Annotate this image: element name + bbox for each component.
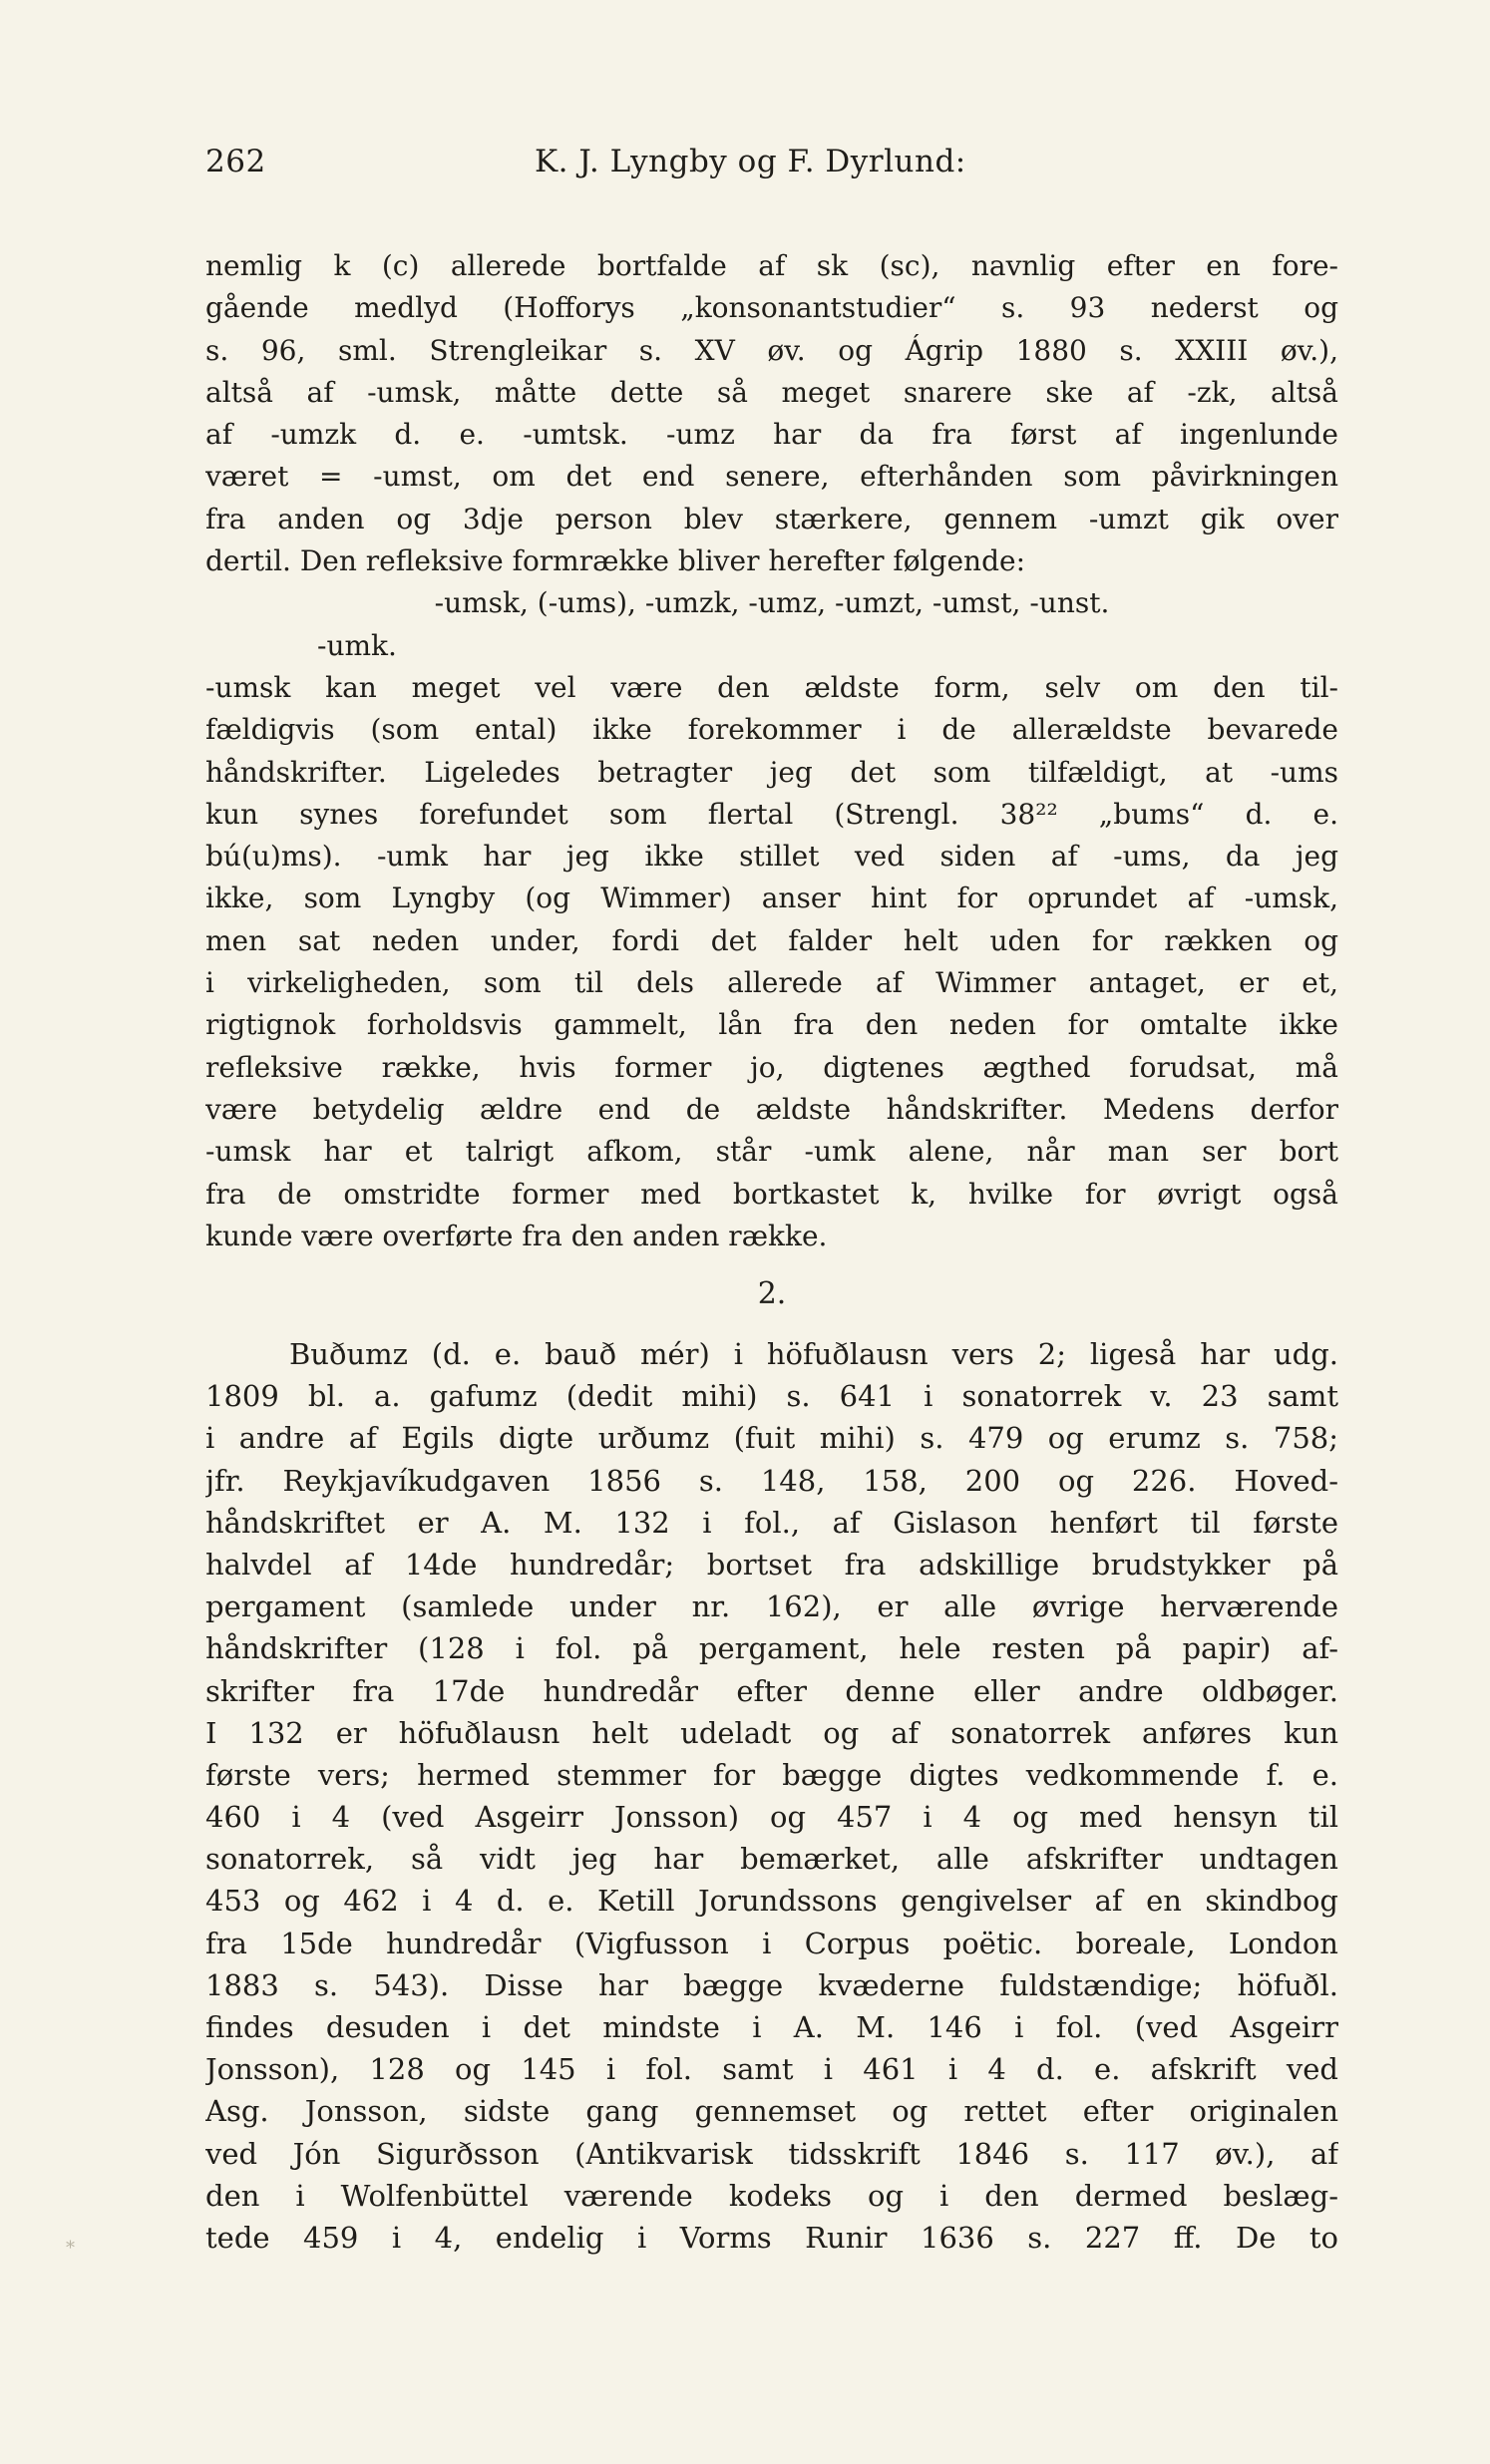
paragraph-1: [205, 245, 1338, 1257]
text-line: bú(u)ms). -umk har jeg ikke stillet ved siden af -ums, da jeg: [205, 840, 1338, 874]
text-line: 1883 s. 543). Disse har bægge kvæderne fuldstændige; höfuðl.: [205, 1967, 1338, 2002]
text-line: fra de omstridte former med bortkastet k, hvilke for øvrigt også: [205, 1177, 1338, 1211]
page-number: 262: [205, 144, 266, 179]
text-line: håndskriftet er A. M. 132 i fol., af Gislason henført til første: [205, 1505, 1338, 1540]
text-line: -umsk har et talrigt afkom, står -umk alene, når man ser bort: [205, 1135, 1338, 1169]
text-line: skrifter fra 17de hundredår efter denne eller andre oldbøger.: [205, 1673, 1338, 1708]
text-line: håndskrifter (128 i fol. på pergament, hele resten på papir) af-: [205, 1631, 1338, 1666]
text-line: rigtignok forholdsvis gammelt, lån fra den neden for omtalte ikke: [205, 1008, 1338, 1042]
text-line: I 132 er höfuðlausn helt udeladt og af sonatorrek anføres kun: [205, 1715, 1338, 1750]
text-line: halvdel af 14de hundredår; bortset fra adskillige brudstykker på: [205, 1547, 1338, 1582]
text-line: ved Jón Sigurðsson (Antikvarisk tidsskrift 1846 s. 117 øv.), af: [205, 2136, 1338, 2171]
text-line: håndskrifter. Ligeledes betragter jeg det som tilfældigt, at -ums: [205, 755, 1338, 789]
text-line: tede 459 i 4, endelig i Vorms Runir 1636 s. 227 ff. De to: [205, 2220, 1338, 2255]
text-line: gående medlyd (Hofforys „konsonantstudier“ s. 93 nederst og: [205, 291, 1338, 325]
text-line: nemlig k (c) allerede bortfalde af sk (sc), navnlig efter en fore-: [205, 249, 1338, 282]
text-line: Asg. Jonsson, sidste gang gennemset og rettet efter originalen: [205, 2094, 1338, 2129]
text-line: altså af -umsk, måtte dette så meget snarere ske af -zk, altså: [205, 375, 1338, 409]
paradigm-line: -umk.: [317, 628, 397, 662]
paragraph-2: [205, 1333, 1338, 2259]
text-line: sonatorrek, så vidt jeg har bemærket, alle afskrifter undtagen: [205, 1842, 1338, 1877]
text-line: pergament (samlede under nr. 162), er alle øvrige herværende: [205, 1589, 1338, 1624]
text-line: i andre af Egils digte urðumz (fuit mihi) s. 479 og erumz s. 758;: [205, 1421, 1338, 1456]
text-line: refleksive række, hvis former jo, digtenes ægthed forudsat, må: [205, 1050, 1338, 1084]
text-line: første vers; hermed stemmer for bægge digtes vedkommende f. e.: [205, 1757, 1338, 1792]
text-line: Jonsson), 128 og 145 i fol. samt i 461 i 4 d. e. afskrift ved: [205, 2052, 1338, 2087]
text-line: 1809 bl. a. gafumz (dedit mihi) s. 641 i sonatorrek v. 23 samt: [205, 1379, 1338, 1414]
running-head: K. J. Lyngby og F. Dyrlund:: [535, 144, 966, 179]
text-line: ikke, som Lyngby (og Wimmer) anser hint for oprundet af -umsk,: [205, 881, 1338, 915]
text-line: kun synes forefundet som flertal (Strengl. 38²² „bums“ d. e.: [205, 797, 1338, 831]
page-header: [205, 144, 1338, 191]
text-line: -umsk kan meget vel være den ældste form, selv om den til-: [205, 670, 1338, 704]
text-line: dertil. Den refleksive formrække bliver herefter følgende:: [205, 544, 1026, 578]
paradigm-line: -umsk, (-ums), -umzk, -umz, -umzt, -umst, -unst.: [434, 586, 1110, 620]
margin-mark: *: [66, 2238, 75, 2259]
text-line: 453 og 462 i 4 d. e. Ketill Jorundssons gengivelser af en skindbog: [205, 1884, 1338, 1919]
text-line: været = -umst, om det end senere, efterhånden som påvirkningen: [205, 460, 1338, 494]
text-line: findes desuden i det mindste i A. M. 146 i fol. (ved Asgeirr: [205, 2010, 1338, 2044]
text-line: Buðumz (d. e. bauð mér) i höfuðlausn vers 2; ligeså har udg.: [289, 1337, 1338, 1371]
section-number: 2.: [757, 1276, 787, 1311]
text-line: s. 96, sml. Strengleikar s. XV øv. og Ágrip 1880 s. XXIII øv.),: [205, 333, 1338, 367]
text-line: 460 i 4 (ved Asgeirr Jonsson) og 457 i 4 og med hensyn til: [205, 1800, 1338, 1835]
text-line: i virkeligheden, som til dels allerede af Wimmer antaget, er et,: [205, 966, 1338, 1000]
text-line: jfr. Reykjavíkudgaven 1856 s. 148, 158, 200 og 226. Hoved-: [205, 1463, 1338, 1498]
text-line: men sat neden under, fordi det falder helt uden for rækken og: [205, 923, 1338, 957]
text-line: være betydelig ældre end de ældste håndskrifter. Medens derfor: [205, 1092, 1338, 1126]
text-line: kunde være overførte fra den anden række.: [205, 1219, 828, 1252]
text-line: fra anden og 3dje person blev stærkere, gennem -umzt gik over: [205, 502, 1338, 535]
text-line: af -umzk d. e. -umtsk. -umz har da fra først af ingenlunde: [205, 418, 1338, 452]
text-line: den i Wolfenbüttel værende kodeks og i den dermed beslæg-: [205, 2178, 1338, 2213]
text-line: fældigvis (som ental) ikke forekommer i de allerældste bevarede: [205, 713, 1338, 747]
text-line: fra 15de hundredår (Vigfusson i Corpus poëtic. boreale, London: [205, 1926, 1338, 1960]
